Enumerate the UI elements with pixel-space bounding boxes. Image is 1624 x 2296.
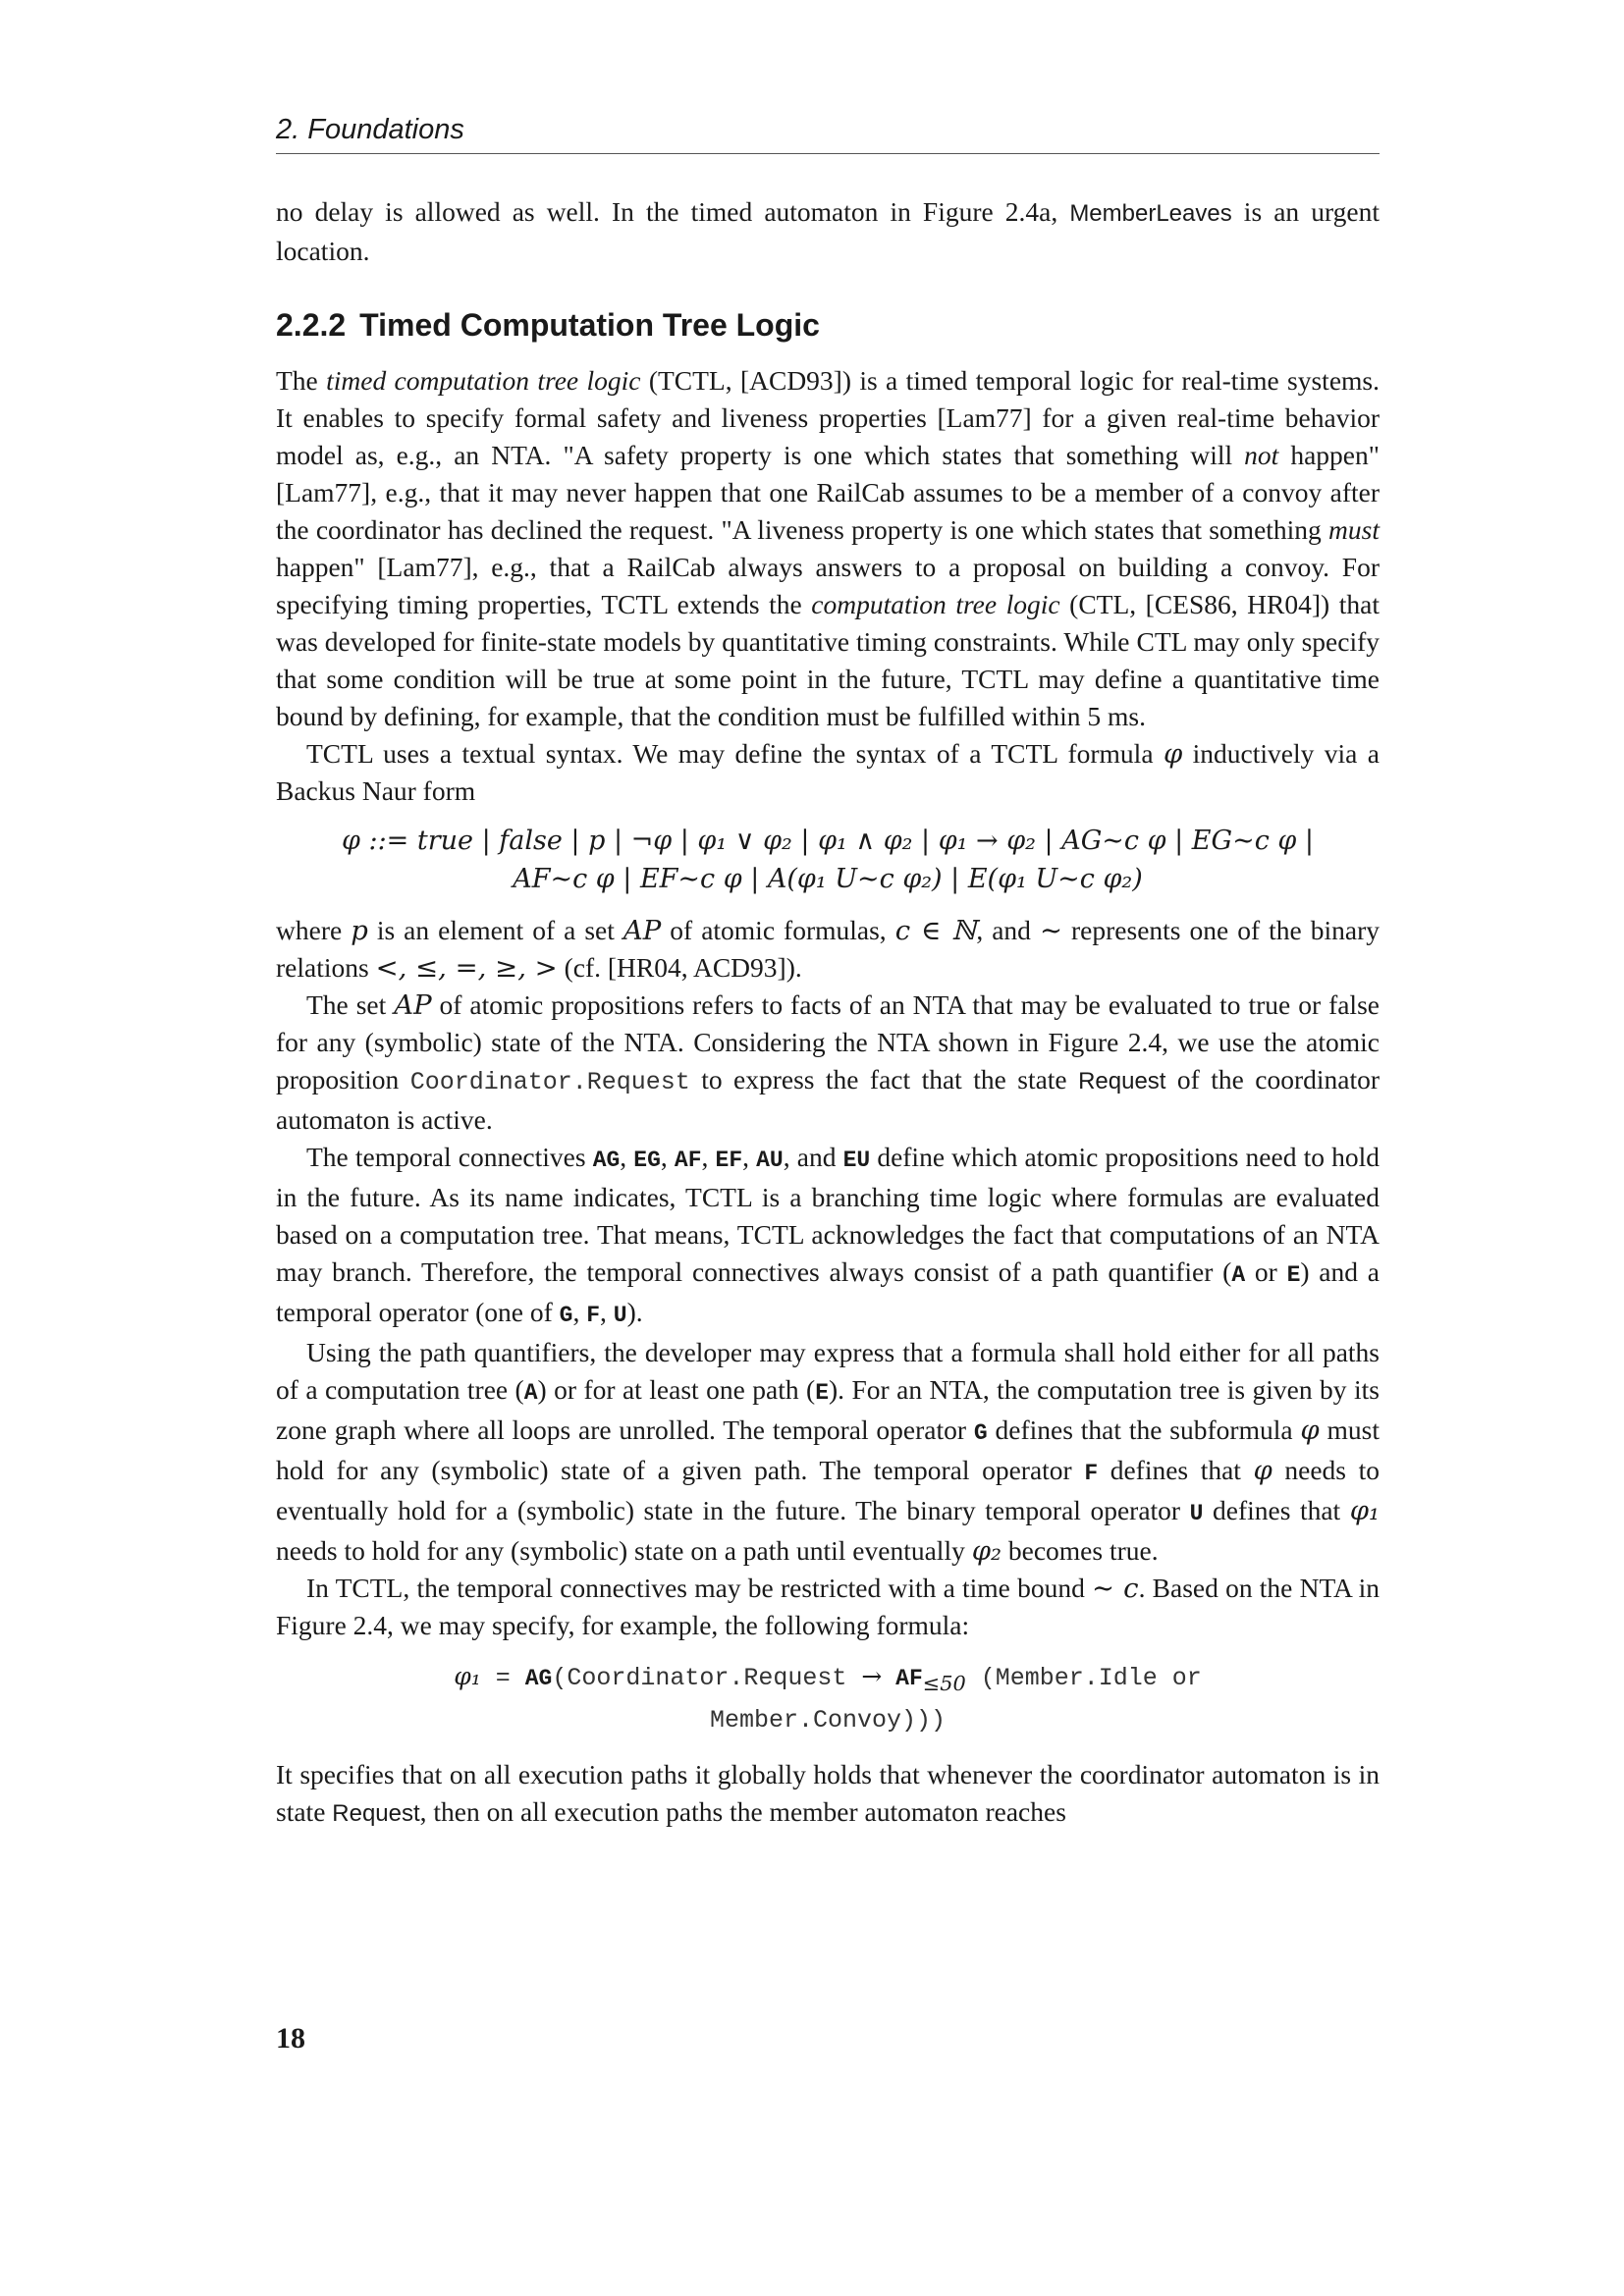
text-run: , and: [783, 1142, 843, 1172]
math-symbol: φ: [1253, 1455, 1272, 1486]
math-symbol: AP: [394, 989, 432, 1021]
text-run: is an urgent location.: [276, 196, 1380, 266]
text-run: of atomic formulas,: [661, 915, 895, 945]
section-title: Timed Computation Tree Logic: [359, 307, 820, 343]
text-run: or: [1245, 1256, 1287, 1287]
paragraph-time-bound: [276, 1570, 1380, 1644]
operator: A: [523, 1380, 538, 1406]
paragraph-where: [276, 912, 1380, 987]
operator: U: [613, 1303, 627, 1328]
operator: U: [1189, 1501, 1204, 1526]
paragraph-tctl-intro: [276, 362, 1380, 735]
operator: AU: [756, 1148, 784, 1173]
text-run: defines that: [1203, 1495, 1350, 1525]
body-text: [276, 193, 1380, 1833]
math-symbol: φ₁: [454, 1662, 481, 1690]
text-run: defines that the subformula: [987, 1415, 1301, 1445]
paragraph-formula-explanation: [276, 1756, 1380, 1833]
text-run: ).: [626, 1297, 643, 1327]
text-run: ,: [660, 1142, 675, 1172]
emphasis: timed computation tree logic: [326, 365, 641, 396]
text-run: needs to hold for any (symbolic) state on a path until eventually: [276, 1535, 972, 1566]
code-text: Coordinator.Request: [409, 1068, 690, 1096]
math-symbol: p: [351, 915, 368, 946]
operator: AG: [592, 1148, 621, 1173]
text-run: Using the path quantifiers, the developer may express that a formula shall hold either for all paths of a computation tree (: [276, 1337, 1380, 1405]
text-run: (TCTL, [ACD93]) is a timed temporal logic for real-time systems. It enables to specify formal safety and liveness properties [Lam77] for a given real-time behavior model as, e.g., an NTA. "A safety property is one which states that something will: [276, 365, 1380, 470]
running-head: 2. Foundations: [276, 110, 1380, 154]
emphasis: not: [1244, 440, 1279, 470]
operator: F: [586, 1303, 601, 1328]
operator: F: [1084, 1461, 1099, 1486]
text-run: The temporal connectives: [306, 1142, 593, 1172]
text-run: of atomic propositions refers to facts of an NTA that may be evaluated to true or false for any (symbolic) state of the NTA. Considering the NTA shown in Figure 2.4, we use the atomic proposition: [276, 989, 1380, 1095]
math-symbol: ∼: [1039, 915, 1062, 946]
text-run: inductively via a Backus Naur form: [276, 738, 1380, 806]
math-symbol: ∼ c: [1092, 1573, 1139, 1604]
text-run: is an element of a set: [367, 915, 623, 945]
formula-line-2: Member.Convoy))): [709, 1706, 947, 1735]
operator: EU: [842, 1148, 871, 1173]
paragraph-syntax: [276, 735, 1380, 810]
text-run: TCTL uses a textual syntax. We may define the syntax of a TCTL formula: [306, 738, 1164, 769]
emphasis: computation tree logic: [811, 589, 1060, 619]
state-name: Request: [1078, 1068, 1166, 1095]
text-run: ,: [701, 1142, 716, 1172]
text-run: ) and a temporal operator (one of: [276, 1256, 1380, 1327]
bnf-line-1: φ ::= true | false | p | ¬φ | φ₁ ∨ φ₂ | φ₁ ∧ φ₂ | φ₁ → φ₂ | AG∼c φ | EG∼c φ |: [342, 826, 1314, 856]
emphasis: must: [1328, 514, 1380, 545]
text-run: happen" [Lam77], e.g., that a RailCab always answers to a proposal on building a convoy. For specifying timing properties, TCTL extends the: [276, 552, 1380, 619]
code-text: =: [480, 1664, 525, 1692]
text-run: (cf. [HR04, ACD93]).: [557, 952, 802, 983]
text-run: ). For an NTA, the computation tree is given by its zone graph where all loops are unrolled. The temporal operator: [276, 1374, 1380, 1445]
paragraph-atomic-propositions: [276, 987, 1380, 1139]
text-run: where: [276, 915, 352, 945]
text-run: becomes true.: [1001, 1535, 1159, 1566]
text-run: of the coordinator automaton is active.: [276, 1064, 1380, 1135]
text-run: define which atomic propositions need to hold in the future. As its name indicates, TCTL is a branching time logic where formulas are evaluated based on a computation tree. That means, TCTL acknowledges the fact that computations of an NTA may branch. Therefore, the temporal connectives always consist of a path quantifier (: [276, 1142, 1380, 1287]
text-run: ,: [600, 1297, 614, 1327]
page-number: 18: [276, 2022, 305, 2055]
operator: AG: [524, 1666, 553, 1691]
text-run: , and: [976, 915, 1040, 945]
text-run: In TCTL, the temporal connectives may be restricted with a time bound: [306, 1573, 1093, 1603]
text-run: The set: [306, 989, 395, 1020]
section-number: 2.2.2: [276, 307, 347, 343]
state-name: Request: [332, 1800, 420, 1827]
formula-line-1: [276, 1658, 1380, 1702]
math-symbol: <, ≤, =, ≥, >: [375, 952, 558, 984]
text-run: ,: [620, 1142, 634, 1172]
text-run: It specifies that on all execution paths it globally holds that whenever the coordinator automaton is in state: [276, 1759, 1380, 1827]
text-run: to express the fact that the state: [689, 1064, 1079, 1095]
operator: E: [815, 1380, 829, 1406]
example-formula: [276, 1658, 1380, 1738]
code-text: (Member.Idle or: [965, 1664, 1202, 1692]
math-symbol: φ: [1163, 738, 1183, 770]
text-run: ) or for at least one path (: [537, 1374, 816, 1405]
text-run: ,: [572, 1297, 587, 1327]
math-symbol: φ₂: [971, 1535, 1001, 1567]
time-bound-subscript: ≤50: [922, 1672, 966, 1695]
bnf-display: [276, 822, 1380, 898]
text-run: defines that: [1098, 1455, 1254, 1485]
paragraph-path-quantifiers: [276, 1334, 1380, 1570]
math-symbol: φ₁: [1349, 1495, 1380, 1526]
section-heading: [276, 305, 1380, 345]
math-symbol: →: [861, 1662, 883, 1690]
text-run: needs to eventually hold for a (symbolic) state in the future. The binary temporal operator: [276, 1455, 1380, 1525]
code-text: (Coordinator.Request: [552, 1664, 862, 1692]
math-symbol: φ: [1300, 1415, 1320, 1446]
text-run: happen" [Lam77], e.g., that it may never happen that one RailCab assumes to be a member of a convoy after the coordinator has declined the request. "A liveness property is one which states that something: [276, 440, 1380, 545]
operator: EG: [633, 1148, 661, 1173]
text-run: represents one of the binary relations: [276, 915, 1380, 983]
math-symbol: c ∈ ℕ: [894, 915, 977, 946]
operator: A: [1231, 1262, 1246, 1288]
text-run: no delay is allowed as well. In the timed automaton in Figure 2.4a,: [276, 196, 1070, 227]
text-run: , then on all execution paths the member automaton reaches: [419, 1796, 1066, 1827]
text-run: ,: [742, 1142, 757, 1172]
text-run: . Based on the NTA in Figure 2.4, we may specify, for example, the following formula:: [276, 1573, 1380, 1640]
page: [276, 110, 1380, 1833]
paragraph-temporal-connectives: [276, 1139, 1380, 1334]
operator: AF: [674, 1148, 702, 1173]
operator: AF: [882, 1666, 923, 1691]
text-run: The: [276, 365, 327, 396]
operator: G: [973, 1420, 988, 1446]
operator: EF: [715, 1148, 743, 1173]
text-run: must hold for any (symbolic) state of a given path. The temporal operator: [276, 1415, 1380, 1485]
bnf-line-2: AF∼c φ | EF∼c φ | A(φ₁ U∼c φ₂) | E(φ₁ U∼c φ₂): [513, 864, 1143, 894]
operator: E: [1286, 1262, 1301, 1288]
math-symbol: AP: [623, 915, 662, 946]
text-run: (CTL, [CES86, HR04]) that was developed for finite-state models by quantitative timing constraints. While CTL may only specify that some condition will be true at some point in the future, TCTL may define a quantitative time bound by defining, for example, that the condition must be fulfilled within 5 ms.: [276, 589, 1380, 731]
operator: G: [559, 1303, 573, 1328]
intro-paragraph: [276, 193, 1380, 270]
location-name: MemberLeaves: [1069, 200, 1232, 227]
